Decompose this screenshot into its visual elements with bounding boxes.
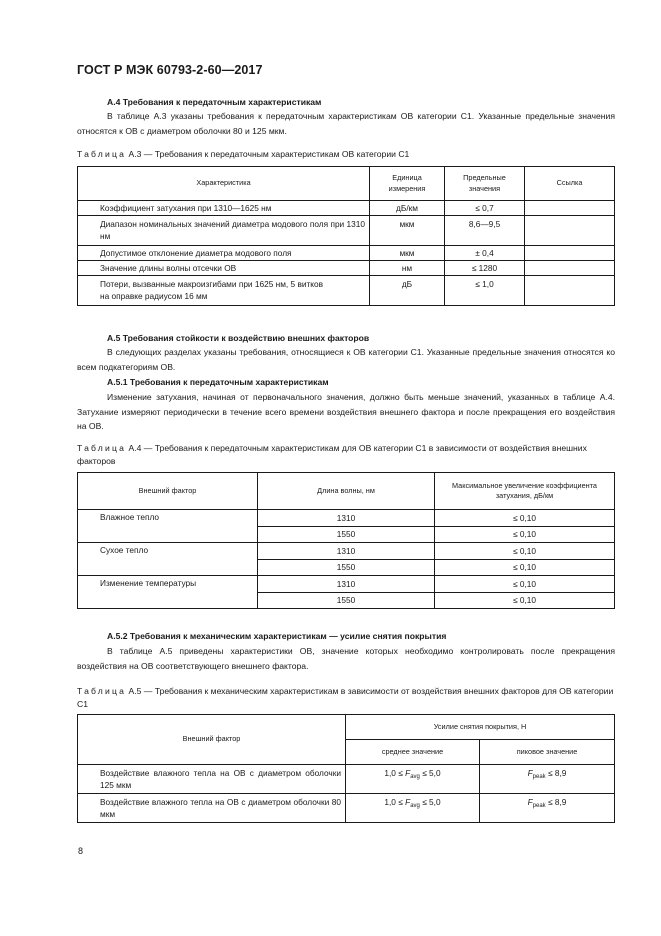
- section-a4-heading: А.4 Требования к передаточным характеристикам: [107, 97, 322, 107]
- table-cell: ≤ 0,10: [435, 543, 615, 560]
- table-cell: [525, 276, 615, 306]
- table-cell: Потери, вызванные макроизгибами при 1625 нм, 5 витков на оправке радиусом 16 мм: [78, 276, 370, 306]
- table-cell: Диапазон номинальных значений диаметра модового поля при 1310 нм: [78, 216, 370, 246]
- inequality-upper: ≤ 8,9: [548, 797, 567, 807]
- table-row: [78, 201, 615, 216]
- table-cell: ≤ 0,10: [435, 576, 615, 593]
- table-row: [78, 276, 615, 306]
- table-cell: 1550: [258, 559, 435, 576]
- table-cell: мкм: [370, 216, 445, 246]
- section-a52-heading: А.5.2 Требования к механическим характеристикам — усилие снятия покрытия: [107, 631, 447, 641]
- section-a51-text: Изменение затухания, начиная от первоначального значения, должно быть меньше значений, указанных в таблице А.4. Затухание измеряют периодически в течение всего времени воздействия внешнего фактора и после прекращения его воздействия на ОВ.: [77, 392, 615, 431]
- table-cell: Изменение температуры: [78, 576, 258, 609]
- force-subscript: peak: [532, 803, 546, 809]
- table-cell: 1310: [258, 510, 435, 527]
- document-header: ГОСТ Р МЭК 60793-2-60—2017: [77, 63, 263, 77]
- table-a5-caption: [77, 685, 615, 711]
- table-cell: [480, 794, 615, 823]
- inequality-upper: ≤ 5,0: [422, 797, 441, 807]
- force-subscript: avg: [410, 803, 420, 809]
- table-cell: дБ: [370, 276, 445, 306]
- section-a5-heading: А.5 Требования стойкости к воздействию внешних факторов: [107, 333, 370, 343]
- table-a4-caption-text: А.4 — Требования к передаточным характеристикам для ОВ категории С1 в зависимости от воздействия внешних факторов: [77, 443, 587, 466]
- section-a51-heading: А.5.1 Требования к передаточным характеристикам: [107, 377, 329, 387]
- table-a3-header-reference: Ссылка: [525, 167, 615, 201]
- table-a4: [77, 472, 615, 609]
- table-cell: ≤ 1280: [445, 261, 525, 276]
- table-cell: 8,6—9,5: [445, 216, 525, 246]
- table-cell: 1550: [258, 526, 435, 543]
- table-cell: ≤ 0,10: [435, 559, 615, 576]
- table-a3-header-characteristic: Характеристика: [78, 167, 370, 201]
- table-a5-header-factor: Внешний фактор: [78, 715, 346, 765]
- table-cell: [525, 201, 615, 216]
- table-cell: дБ/км: [370, 201, 445, 216]
- table-cell: Влажное тепло: [78, 510, 258, 543]
- table-a4-header-attenuation: Максимальное увеличение коэффициента затухания, дБ/км: [435, 473, 615, 510]
- table-row: [78, 794, 615, 823]
- table-cell: ≤ 0,7: [445, 201, 525, 216]
- table-a4-caption: [77, 442, 615, 468]
- table-cell: Воздействие влажного тепла на ОВ с диаметром оболочки 125 мкм: [78, 765, 346, 794]
- table-a3-header-unit: Единица измерения: [370, 167, 445, 201]
- section-a5-text: В следующих разделах указаны требования, относящиеся к ОВ категории С1. Указанные предельные значения относятся ко всем подкатегориям ОВ.: [77, 347, 615, 372]
- table-a4-header-wavelength: Длина волны, нм: [258, 473, 435, 510]
- table-a5-header-avg: среднее значение: [346, 740, 480, 765]
- table-cell: мкм: [370, 246, 445, 261]
- force-subscript: avg: [410, 774, 420, 780]
- table-a5: [77, 714, 615, 823]
- force-symbol: F: [527, 797, 533, 807]
- inequality-upper: ≤ 8,9: [548, 768, 567, 778]
- table-a3-caption-text: А.3 — Требования к передаточным характеристикам ОВ категории С1: [128, 149, 410, 159]
- force-subscript: peak: [532, 774, 546, 780]
- force-symbol: F: [405, 768, 411, 778]
- table-cell: ≤ 0,10: [435, 510, 615, 527]
- table-cell: [346, 765, 480, 794]
- table-cell: Воздействие влажного тепла на ОВ с диаметром оболочки 80 мкм: [78, 794, 346, 823]
- inequality-upper: ≤ 5,0: [422, 768, 441, 778]
- table-a5-header-peak: пиковое значение: [480, 740, 615, 765]
- force-symbol: F: [527, 768, 533, 778]
- table-cell: ± 0,4: [445, 246, 525, 261]
- table-a5-caption-label: Таблица: [77, 686, 127, 696]
- table-a3: [77, 166, 615, 306]
- inequality-lower: 1,0 ≤: [384, 768, 403, 778]
- table-cell: ≤ 1,0: [445, 276, 525, 306]
- table-row: [78, 543, 615, 560]
- table-cell: Допустимое отклонение диаметра модового поля: [78, 246, 370, 261]
- table-a5-header-force: Усилие снятия покрытия, Н: [346, 715, 615, 740]
- table-row: [78, 246, 615, 261]
- table-cell: ≤ 0,10: [435, 592, 615, 609]
- table-cell: [346, 794, 480, 823]
- inequality-lower: 1,0 ≤: [384, 797, 403, 807]
- table-row: [78, 216, 615, 246]
- table-row: [78, 576, 615, 593]
- table-a3-caption: [77, 148, 615, 161]
- table-cell: ≤ 0,10: [435, 526, 615, 543]
- table-cell: Коэффициент затухания при 1310—1625 нм: [78, 201, 370, 216]
- table-a4-caption-label: Таблица: [77, 443, 127, 453]
- table-cell: 1310: [258, 576, 435, 593]
- section-a52-text: В таблице А.5 приведены характеристики ОВ, значение которых необходимо контролировать после прекращения воздействия на ОВ соответствующего внешнего фактора.: [77, 646, 615, 671]
- table-row: [78, 765, 615, 794]
- table-cell: 1310: [258, 543, 435, 560]
- page-number: 8: [78, 846, 84, 856]
- table-cell: нм: [370, 261, 445, 276]
- section-a4-text: В таблице А.3 указаны требования к передаточным характеристикам ОВ категории С1. Указанные предельные значения относятся к ОВ с диаметром оболочки 80 и 125 мкм.: [77, 111, 615, 136]
- force-symbol: F: [405, 797, 411, 807]
- table-a4-header-factor: Внешний фактор: [78, 473, 258, 510]
- table-row: [78, 510, 615, 527]
- table-row: [78, 261, 615, 276]
- table-cell: [525, 216, 615, 246]
- table-a5-caption-text: А.5 — Требования к механическим характеристикам в зависимости от воздействия внешних факторов для ОВ категории С1: [77, 686, 614, 709]
- table-cell: [480, 765, 615, 794]
- table-cell: Значение длины волны отсечки ОВ: [78, 261, 370, 276]
- table-cell: 1550: [258, 592, 435, 609]
- table-cell: [525, 246, 615, 261]
- table-a3-caption-label: Таблица: [77, 149, 127, 159]
- table-a3-header-value: Предельные значения: [445, 167, 525, 201]
- table-cell: [525, 261, 615, 276]
- table-cell: Сухое тепло: [78, 543, 258, 576]
